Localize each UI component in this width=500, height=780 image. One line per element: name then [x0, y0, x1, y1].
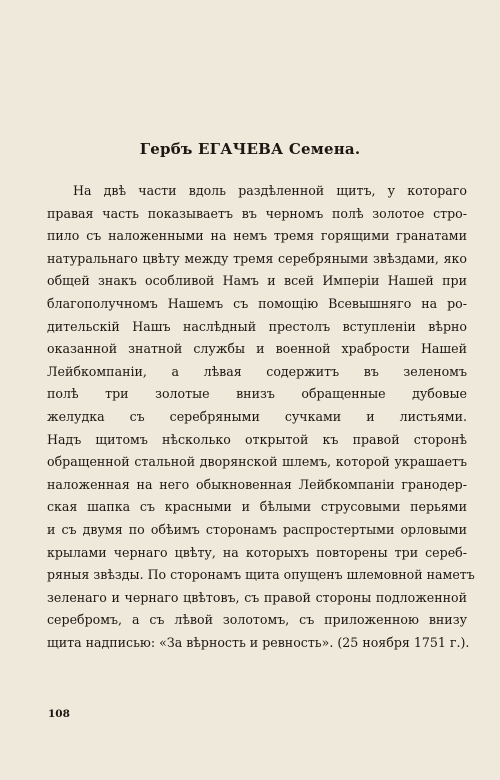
- text-line: обращенной стальной дворянской шлемъ, которой украшаетъ: [47, 454, 467, 470]
- text-line: зеленаго и чернаго цвѣтовъ, съ правой стороны подложенной: [47, 589, 467, 605]
- text-line: пило съ наложенными на немъ тремя горящими гранатами: [47, 228, 467, 244]
- text-line: правая часть показываетъ въ черномъ полѣ золотое стро-: [47, 205, 467, 221]
- text-line: натуральнаго цвѣту между тремя серебряными звѣздами, яко: [47, 250, 467, 266]
- text-line: На двѣ части вдоль раздѣленной щитъ, у котораго: [73, 183, 467, 198]
- text-line: полѣ три золотые внизъ обращенные дубовые: [47, 386, 467, 402]
- text-line: благополучномъ Нашемъ съ помощію Всевышняго на ро-: [47, 295, 467, 311]
- text-line: серебромъ, а съ лѣвой золотомъ, съ приложенною внизу: [47, 612, 467, 628]
- text-line: общей знакъ особливой Намъ и всей Имперіи Нашей при: [47, 273, 467, 289]
- page-number: 108: [48, 708, 70, 720]
- text-line: ряныя звѣзды. По сторонамъ щита опущенъ шлемовной наметъ: [47, 567, 475, 583]
- text-line: Лейбкомпаніи, а лѣвая содержитъ въ зеленомъ: [47, 363, 467, 379]
- text-line: желудка съ серебряными сучками и листьями.: [47, 408, 467, 424]
- text-line: дительскій Нашъ наслѣдный престолъ вступленіи вѣрно: [47, 318, 467, 334]
- text-line: крылами чернаго цвѣту, на которыхъ повторены три сереб-: [47, 544, 467, 560]
- text-line: щита надписью: «За вѣрность и ревность». (25 ноября 1751 г.).: [47, 634, 470, 650]
- body-text: [47, 180, 475, 654]
- text-line: ская шапка съ красными и бѣлыми струсовыми перьями: [47, 499, 467, 515]
- text-line: и съ двумя по обѣимъ сторонамъ распростертыми орловыми: [47, 521, 467, 537]
- text-line: наложенная на него обыкновенная Лейбкомпаніи гранодер-: [47, 476, 467, 492]
- page-title: Гербъ ЕГАЧЕВА Семена.: [139, 140, 361, 158]
- text-line: Надъ щитомъ нѣсколько открытой къ правой сторонѣ: [47, 431, 467, 447]
- text-line: оказанной знатной службы и военной храбрости Нашей: [47, 341, 467, 357]
